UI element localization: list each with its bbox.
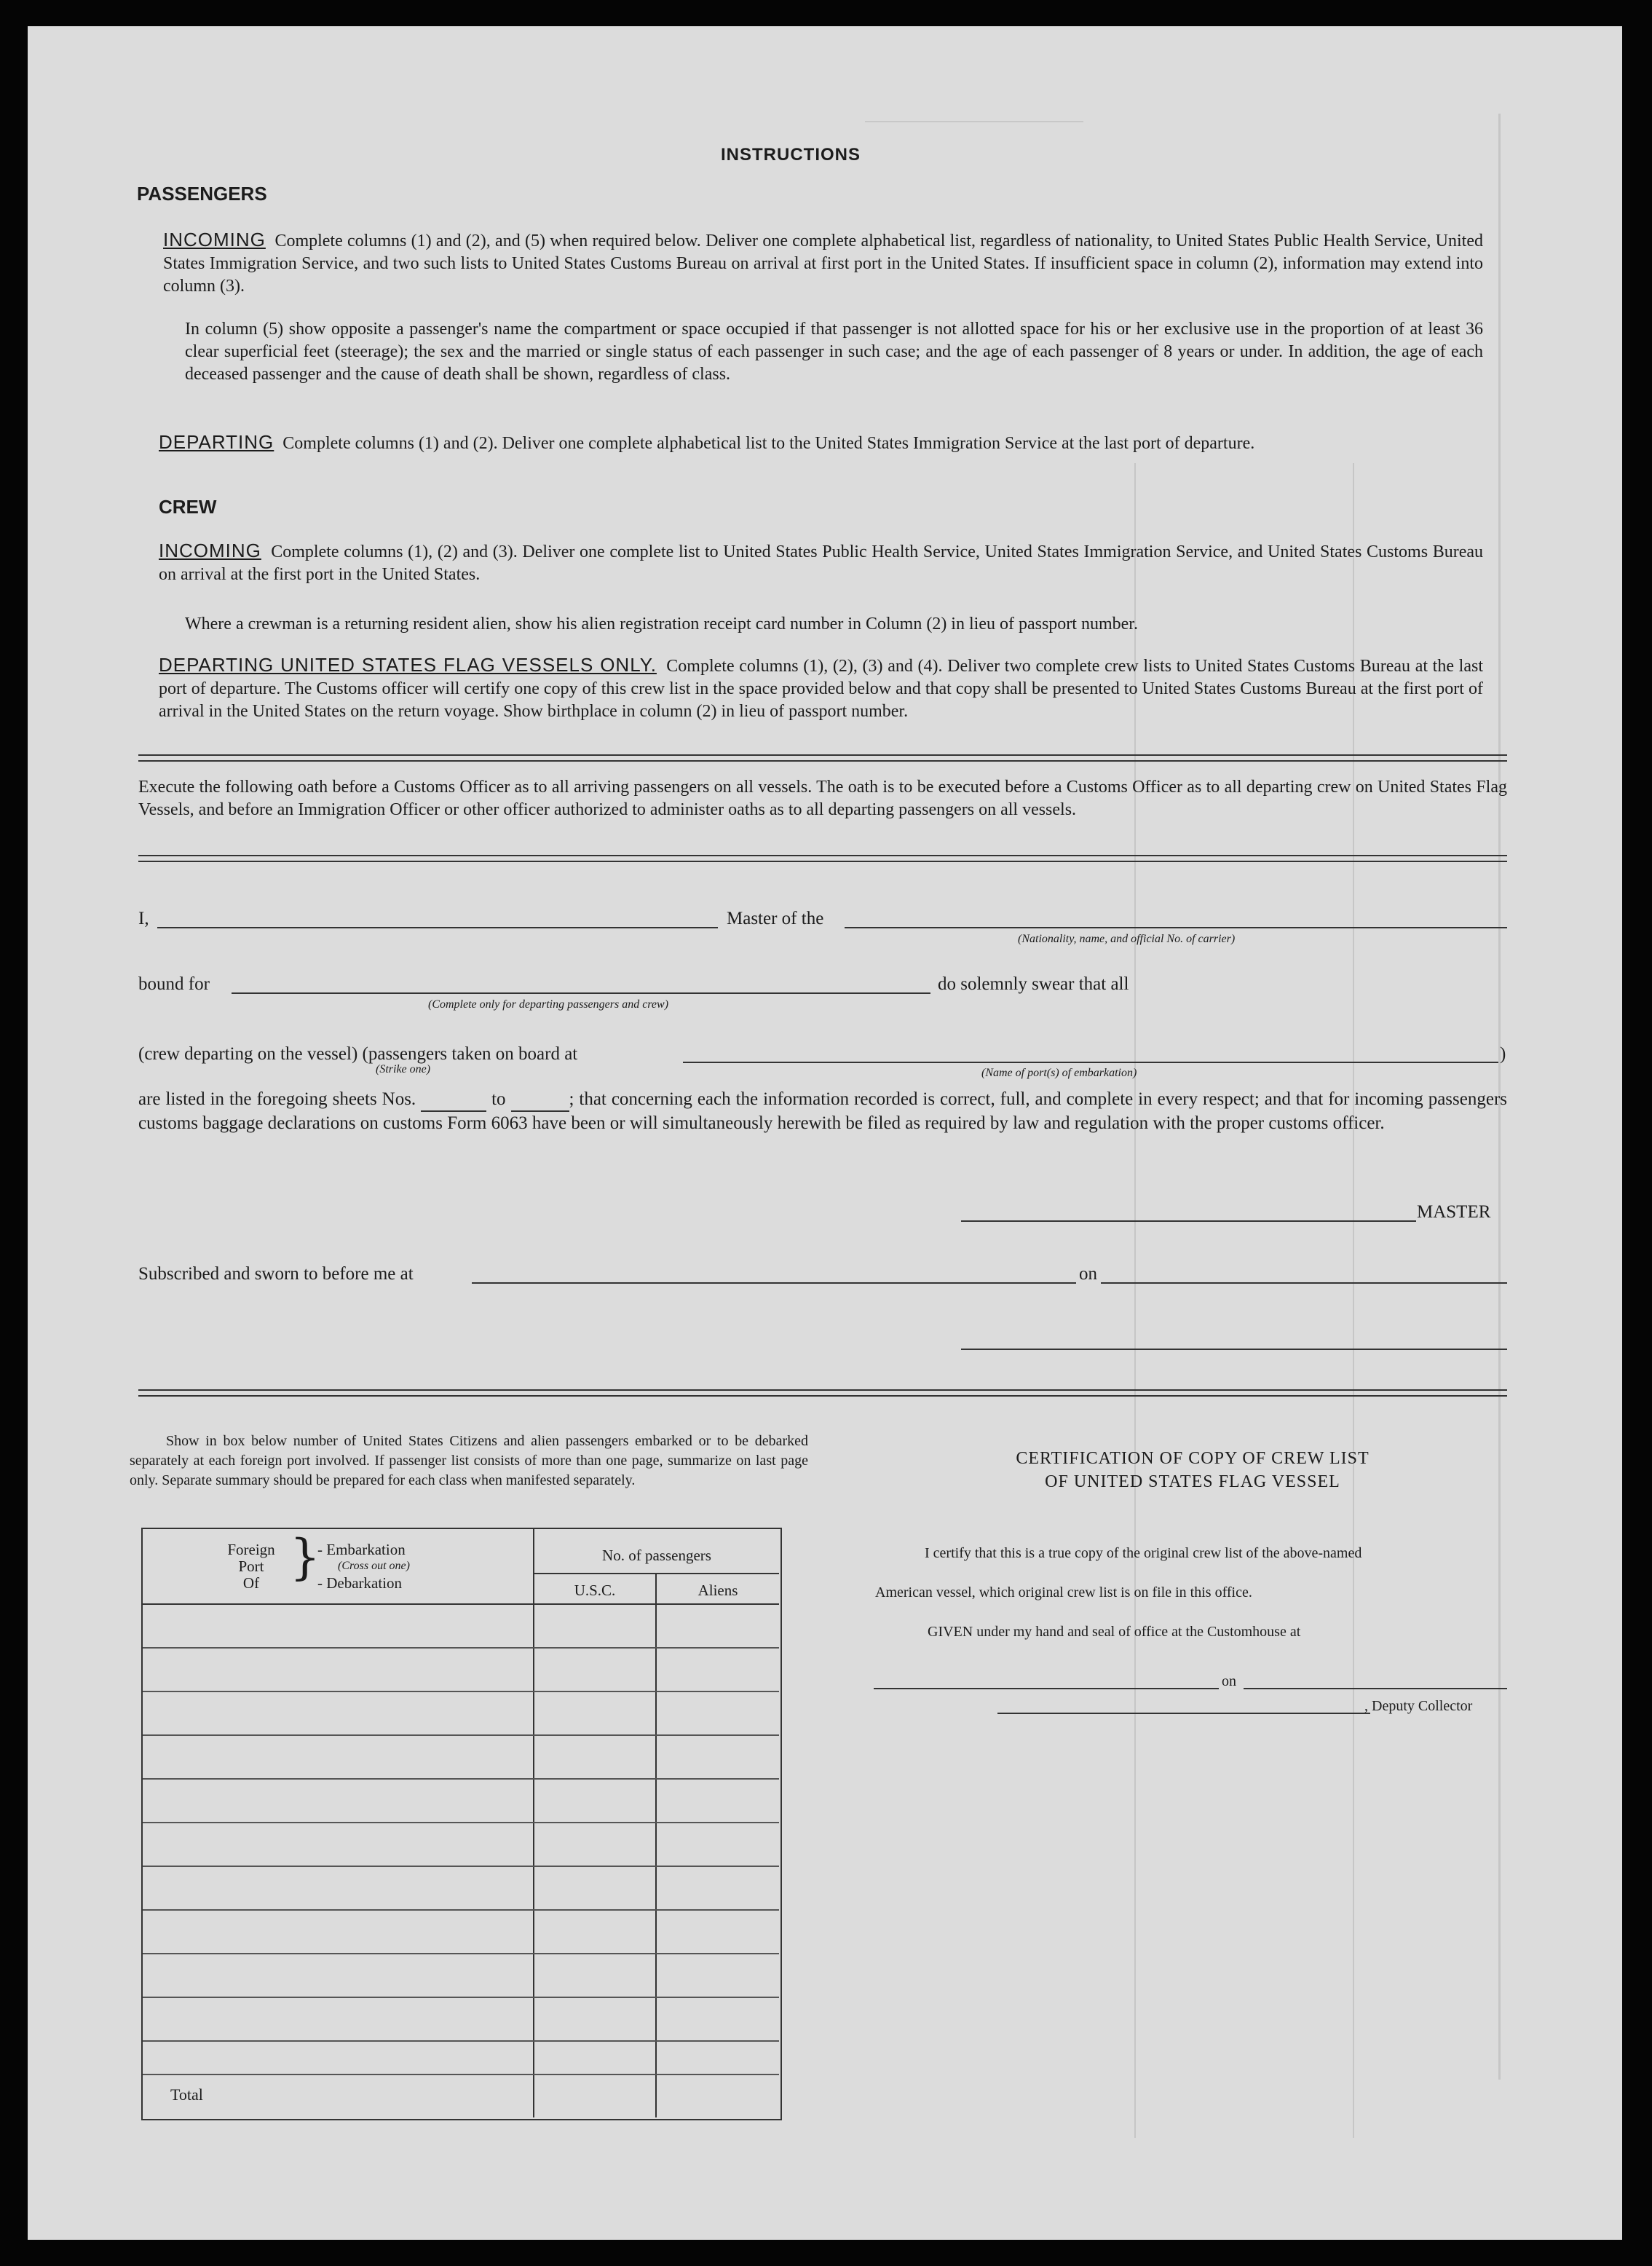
crew-heading: CREW [159,496,217,518]
section-divider [138,855,1507,862]
oath-listed-suffix: ; that concerning each the information recorded is correct, full, and complete in every respect; and that for incoming passengers customs baggage declarations on customs Form 6063 have been or will simultaneously herewith be filed as required by law and regulation with the proper customs officer. [138,1089,1507,1133]
cert-on-label: on [1222,1673,1236,1689]
table-row [143,1778,779,1780]
header-usc: U.S.C. [574,1582,616,1599]
master-name-field[interactable] [157,927,718,928]
section-divider [138,1389,1507,1397]
passengers-incoming-paragraph [163,229,1483,298]
total-label: Total [170,2085,203,2104]
oath-master-of-the: Master of the [727,909,824,928]
table-row [143,1909,779,1911]
passengers-departing-label: DEPARTING [159,431,274,453]
passenger-summary-table [141,1528,782,2120]
header-embarkation: - Embarkation [317,1541,406,1558]
table-row [143,1647,779,1649]
sworn-at-field[interactable] [472,1282,1076,1284]
deputy-collector-label: , Deputy Collector [1364,1698,1473,1714]
header-debarkation: - Debarkation [317,1574,403,1592]
table-row [143,1822,779,1823]
bound-for-field[interactable] [232,992,930,994]
table-row [143,1953,779,1954]
table-row [143,2074,779,2075]
header-aliens: Aliens [697,1582,738,1599]
table-row [143,1734,779,1736]
crew-departing-label: DEPARTING UNITED STATES FLAG VESSELS ONLY. [159,654,657,676]
certification-heading-2: OF UNITED STATES FLAG VESSEL [1045,1472,1340,1491]
passengers-heading: PASSENGERS [137,183,267,205]
table-row [143,1691,779,1692]
oath-close-paren: ) [1500,1044,1506,1064]
header-port: Port [238,1558,264,1575]
sheet-to-field[interactable] [511,1088,569,1112]
sworn-date-field[interactable] [1101,1282,1507,1284]
certification-heading-1: CERTIFICATION OF COPY OF CREW LIST [1016,1449,1370,1468]
oath-listed-paragraph [138,1088,1507,1134]
cert-date-field[interactable] [1244,1688,1507,1689]
passengers-departing-paragraph [159,431,1483,455]
table-row [143,1866,779,1867]
page-title: INSTRUCTIONS [721,145,861,165]
header-no-of-passengers: No. of passengers [602,1547,711,1564]
table-row-divider [143,1603,779,1605]
carrier-caption: (Nationality, name, and official No. of carrier) [1018,933,1236,945]
customhouse-field[interactable] [874,1688,1219,1689]
deputy-signature-field[interactable] [997,1713,1370,1714]
header-of: Of [242,1574,260,1592]
oath-intro-paragraph: Execute the following oath before a Customs Officer as to all arriving passengers on all vessels. The oath is to be executed before a Customs Officer as to all departing crew on United States Flag Vessels, and before an Immigration Officer or other officer authorized to administer oaths as to all departing passengers on all vessels. [138,778,1507,819]
officer-signature-field[interactable] [961,1349,1507,1350]
sheet-from-field[interactable] [421,1088,486,1112]
strike-one-caption: (Strike one) [376,1063,431,1075]
master-signature-field[interactable] [961,1220,1416,1222]
oath-bound-for: bound for [138,974,210,994]
header-foreign: Foreign [227,1541,275,1558]
crew-incoming-label: INCOMING [159,540,261,561]
header-cross-out: (Cross out one) [338,1560,410,1572]
certify-line-2: American vessel, which original crew list is on file in this office. [875,1584,1252,1600]
oath-solemnly-swear: do solemnly swear that all [938,974,1129,994]
sworn-on-label: on [1079,1264,1097,1284]
ports-caption: (Name of port(s) of embarkation) [981,1067,1137,1079]
table-row-divider [534,1573,779,1574]
crew-departing-paragraph [159,654,1483,723]
box-instructions: Show in box below number of United States Citizens and alien passengers embarked or to be debarked separately at each foreign port involved. If passenger list consists of more than one page, summarize on last page only. Separate summary should be prepared for each class when manifested separately. [130,1433,808,1488]
oath-listed-prefix: are listed in the foregoing sheets Nos. [138,1089,416,1109]
table-column-divider [655,1573,657,2117]
table-row [143,2040,779,2042]
subscribed-text: Subscribed and sworn to before me at [138,1264,414,1284]
passengers-incoming-text: Complete columns (1) and (2), and (5) when required below. Deliver one complete alphabetical list, regardless of nationality, to United States Public Health Service, United States Immigration Service, and two such lists to United States Customs Bureau on arrival at first port in the United States. If insufficient space in column (2), information may extend into column (3). [163,232,1483,296]
passengers-incoming-label: INCOMING [163,229,266,250]
certify-line-1: I certify that this is a true copy of the original crew list of the above-named [925,1545,1362,1561]
crew-incoming-paragraph [159,540,1483,586]
bound-caption: (Complete only for departing passengers and crew) [428,998,669,1011]
carrier-field[interactable] [845,927,1507,928]
oath-to-label: to [491,1089,506,1109]
passengers-column5-paragraph: In column (5) show opposite a passenger's name the compartment or space occupied if that passenger is not allotted space for his or her exclusive use in the proportion of at least 36 clear superficial feet (steerage); the sex and the married or single status of each passenger in such case; and the age of each passenger of 8 years or under. In addition, the age of each deceased passenger and the cause of death shall be shown, regardless of class. [185,320,1483,384]
oath-i-label: I, [138,909,149,928]
crew-departing-text: Complete columns (1), (2), (3) and (4). Deliver two complete crew lists to United States Customs Bureau at the last port of departure. The Customs officer will certify one copy of this crew list in the space provided below and that copy shall be presented to United States Customs Bureau at the first port of arrival in the United States on the return voyage. Show birthplace in column (2) in lieu of passport number. [159,657,1483,721]
embarkation-ports-field[interactable] [683,1062,1498,1063]
document-page [28,26,1622,2240]
passengers-departing-text: Complete columns (1) and (2). Deliver one complete alphabetical list to the United States Immigration Service at the last port of departure. [282,434,1255,453]
master-label: MASTER [1417,1202,1491,1222]
brace-icon: } [290,1529,320,1585]
crew-resident-paragraph: Where a crewman is a returning resident alien, show his alien registration receipt card number in Column (2) in lieu of passport number. [185,615,1138,633]
section-divider [138,754,1507,762]
table-row [143,1997,779,1998]
table-column-divider [533,1529,534,2117]
bleed-through-decoration [865,121,1083,137]
oath-crew-departing: (crew departing on the vessel) (passengers taken on board at [138,1044,578,1064]
given-line: GIVEN under my hand and seal of office at the Customhouse at [928,1624,1301,1640]
crew-incoming-text: Complete columns (1), (2) and (3). Deliver one complete list to United States Public Health Service, United States Immigration Service, and United States Customs Bureau on arrival at the first port in the United States. [159,542,1484,584]
